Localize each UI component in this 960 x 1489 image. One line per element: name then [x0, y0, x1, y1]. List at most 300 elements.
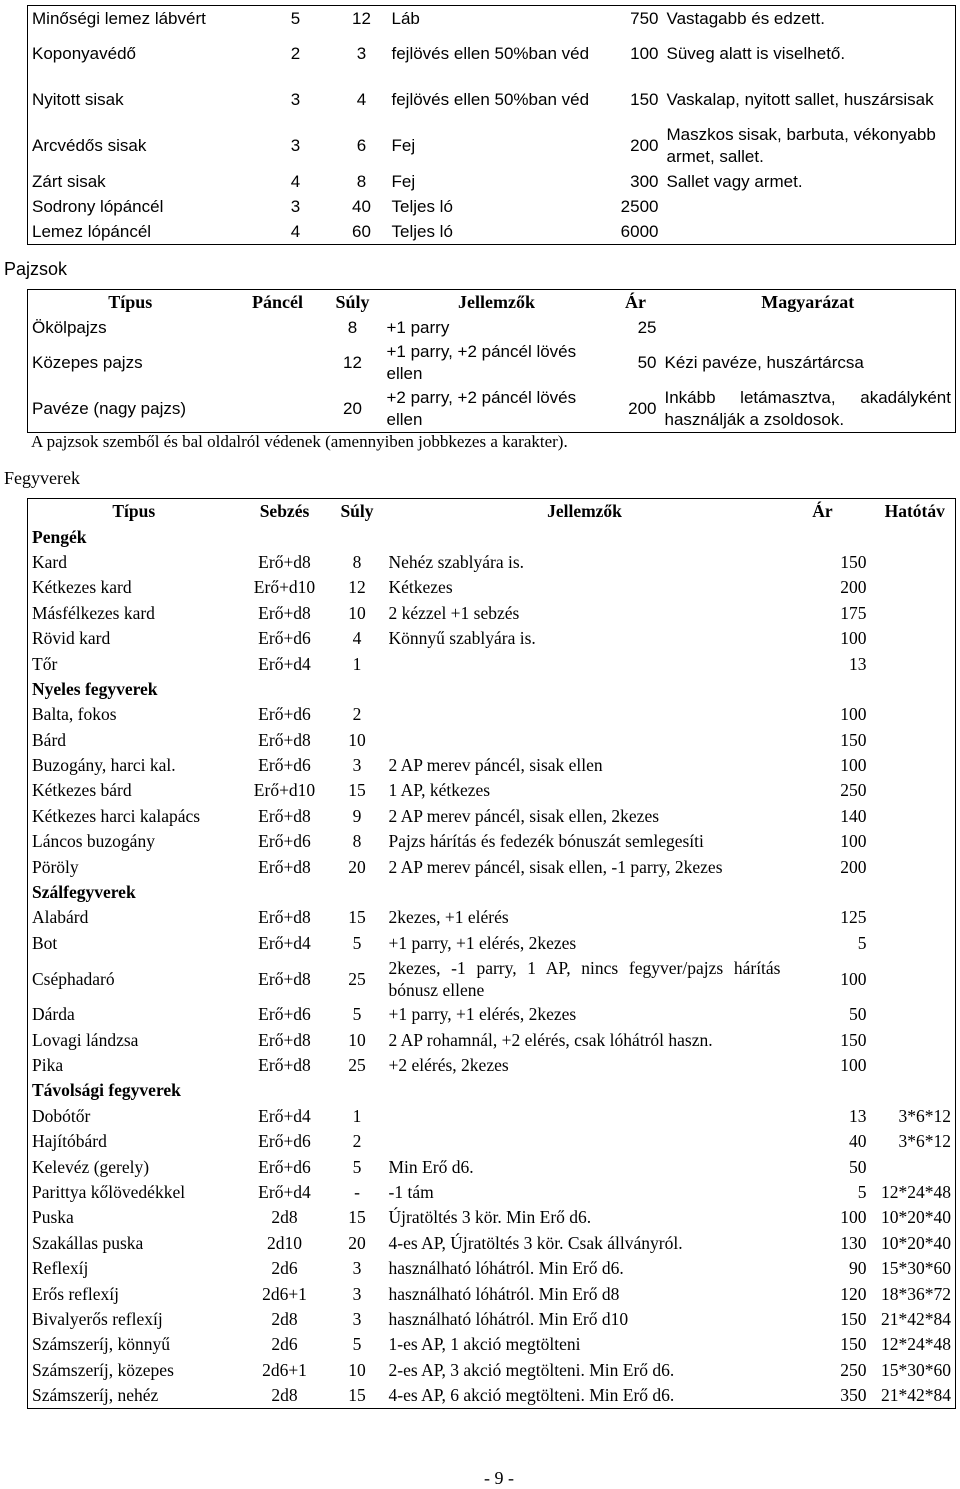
armor-price-cell: 100: [630, 44, 659, 63]
table-row: [28, 1358, 956, 1383]
section-row: [28, 677, 956, 702]
weapon-weight-cell: 10: [348, 1359, 366, 1380]
weapon-price-cell: 150: [840, 1029, 867, 1050]
weapon-range-cell: [875, 550, 956, 575]
weapon-range-cell: [875, 804, 956, 829]
weapon-price-cell: 150: [840, 1308, 867, 1329]
weapon-type-cell: Cséphadaró: [32, 968, 115, 989]
weapon-weight-cell: 8: [352, 831, 362, 852]
weapons-table-body: [28, 524, 956, 1408]
weapon-damage-cell: Erő+d4: [258, 653, 311, 674]
weapon-range-cell: 10*20*40: [881, 1207, 951, 1228]
table-row: [28, 1205, 956, 1230]
shield-armor-cell: [233, 315, 323, 340]
armor-price-cell: 750: [630, 8, 659, 28]
weapon-price-cell: 150: [840, 729, 867, 750]
weapon-props-cell: Nehéz szablyára is.: [388, 551, 525, 572]
weapon-weight-cell: 15: [348, 1385, 366, 1406]
armor-weight-cell: 6: [356, 136, 367, 155]
armor-note-cell: [663, 194, 956, 219]
weapon-range-cell: 21*42*84: [881, 1385, 951, 1406]
weapon-type-cell: Másfélkezes kard: [32, 602, 155, 623]
armor-note-cell: Vastagabb és edzett.: [666, 8, 825, 28]
table-row: [28, 1256, 956, 1281]
weapon-weight-cell: 9: [352, 805, 362, 826]
weapon-type-cell: Számszeríj, közepes: [32, 1359, 174, 1380]
weapon-type-cell: Kelevéz (gerely): [32, 1156, 150, 1177]
weapon-type-cell: Hajítóbárd: [32, 1131, 107, 1152]
weapon-props-cell: 2kezes, -1 parry, 1 AP, nincs fegyver/pajzs hárítás bónusz ellene: [388, 958, 781, 1001]
weapon-range-cell: [875, 1053, 956, 1078]
armor-ac-cell: 3: [290, 136, 301, 155]
weapon-props-cell: 2 AP merev páncél, sisak ellen: [388, 755, 603, 776]
weapon-price-cell: 350: [840, 1385, 867, 1406]
armor-ac-cell: 3: [290, 196, 301, 216]
weapon-damage-cell: Erő+d8: [258, 907, 311, 928]
armor-area-cell: Fej: [391, 171, 416, 191]
weapon-props-cell: [385, 651, 785, 676]
weapon-price-cell: 5: [857, 932, 867, 953]
weapon-range-cell: 3*6*12: [898, 1131, 951, 1152]
weapon-damage-cell: Erő+d8: [258, 968, 311, 989]
table-row: [28, 1332, 956, 1357]
shield-props-cell: +2 parry, +2 páncél lövés ellen: [386, 388, 577, 429]
weapon-range-cell: 12*24*48: [881, 1181, 951, 1202]
weapon-damage-cell: Erő+d6: [258, 755, 311, 776]
table-row: [28, 626, 956, 651]
weapon-type-cell: Kétkezes bárd: [32, 780, 132, 801]
armor-type-cell: Nyitott sisak: [32, 90, 124, 109]
weapon-price-cell: 100: [840, 755, 867, 776]
table-row: [28, 1307, 956, 1332]
table-row: [28, 1027, 956, 1052]
table-row: [28, 1231, 956, 1256]
table-row: [28, 123, 956, 169]
shield-price-cell: 200: [628, 399, 657, 418]
weapon-damage-cell: Erő+d6: [258, 628, 311, 649]
col-header-props: Jellemzők: [458, 292, 535, 312]
armor-type-cell: Zárt sisak: [32, 171, 106, 191]
weapon-price-cell: 13: [849, 1105, 867, 1126]
weapon-props-cell: használható lóhátról. Min Erő d10: [388, 1308, 629, 1329]
table-row: [28, 854, 956, 879]
weapon-damage-cell: 2d8: [271, 1385, 298, 1406]
weapon-price-cell: 100: [840, 628, 867, 649]
weapon-price-cell: 125: [840, 907, 867, 928]
weapon-damage-cell: Erő+d6: [258, 1156, 311, 1177]
weapon-weight-cell: 3: [352, 1283, 362, 1304]
col-header-type: Típus: [112, 501, 156, 522]
weapon-props-cell: 1-es AP, 1 akció megtölteni: [388, 1334, 581, 1355]
weapon-weight-cell: 10: [348, 729, 366, 750]
table-row: [28, 1281, 956, 1306]
table-row: [28, 728, 956, 753]
weapon-price-cell: 100: [840, 704, 867, 725]
armor-weight-cell: 8: [356, 171, 367, 191]
weapon-damage-cell: Erő+d4: [258, 932, 311, 953]
weapon-price-cell: 120: [840, 1283, 867, 1304]
weapon-props-cell: 1 AP, kétkezes: [388, 780, 491, 801]
armor-note-cell: Maszkos sisak, barbuta, vékonyabb armet, sallet.: [666, 125, 936, 166]
table-row: [28, 1180, 956, 1205]
table-row: [28, 219, 956, 245]
section-row: [28, 1078, 956, 1103]
shield-type-cell: Ökölpajzs: [32, 317, 107, 337]
shields-footnote: A pajzsok szemből és bal oldalról védenek (amennyiben jobbkezes a karakter).: [31, 432, 568, 451]
weapon-props-cell: Min Erő d6.: [388, 1156, 474, 1177]
weapon-range-cell: [875, 1154, 956, 1179]
weapon-range-cell: [875, 1002, 956, 1027]
armor-area-cell: fejlövés ellen 50%ban véd: [391, 90, 590, 109]
weapon-weight-cell: 25: [348, 968, 366, 989]
armor-price-cell: 150: [630, 90, 659, 109]
armor-area-cell: Teljes ló: [391, 221, 453, 241]
weapon-weight-cell: 15: [348, 780, 366, 801]
table-row: [28, 1053, 956, 1078]
shield-props-cell: +1 parry: [386, 317, 450, 337]
table-row: [28, 778, 956, 803]
weapon-type-cell: Kard: [32, 551, 67, 572]
armor-ac-cell: 4: [290, 221, 301, 241]
armor-area-cell: Teljes ló: [391, 196, 453, 216]
weapon-damage-cell: Erő+d8: [258, 551, 311, 572]
weapon-weight-cell: 1: [352, 1105, 362, 1126]
armor-weight-cell: 40: [352, 196, 371, 216]
col-header-price: Ár: [812, 501, 833, 522]
armor-type-cell: Minőségi lemez lábvért: [32, 8, 206, 28]
weapon-price-cell: 250: [840, 780, 867, 801]
weapon-range-cell: 10*20*40: [881, 1232, 951, 1253]
weapon-range-cell: [875, 753, 956, 778]
weapon-weight-cell: 3: [352, 1308, 362, 1329]
armor-note-cell: Süveg alatt is viselhető.: [666, 44, 846, 63]
weapon-range-cell: [875, 956, 956, 1002]
weapon-type-cell: Tőr: [32, 653, 58, 674]
weapon-range-cell: [875, 778, 956, 803]
shield-type-cell: Közepes pajzs: [32, 353, 143, 372]
table-row: [28, 386, 956, 433]
weapon-weight-cell: -: [354, 1181, 360, 1202]
weapons-table: [27, 498, 956, 1409]
weapon-weight-cell: 3: [352, 1258, 362, 1279]
weapon-type-cell: Lovagi lándzsa: [32, 1029, 139, 1050]
weapon-props-cell: Újratöltés 3 kör. Min Erő d6.: [388, 1207, 592, 1228]
table-row: [28, 905, 956, 930]
weapon-range-cell: [875, 905, 956, 930]
weapon-type-cell: Balta, fokos: [32, 704, 117, 725]
table-row: [28, 829, 956, 854]
armor-ac-cell: 5: [290, 8, 301, 28]
weapon-type-cell: Pöröly: [32, 856, 79, 877]
armor-area-cell: Láb: [391, 8, 420, 28]
weapon-props-cell: Kétkezes: [388, 577, 453, 598]
weapon-damage-cell: Erő+d6: [258, 1004, 311, 1025]
weapon-weight-cell: 2: [352, 704, 362, 725]
weapon-price-cell: 100: [840, 831, 867, 852]
table-row: [28, 315, 956, 340]
shield-weight-cell: 12: [343, 353, 362, 372]
weapon-props-cell: 2 AP merev páncél, sisak ellen, 2kezes: [388, 805, 660, 826]
weapon-range-cell: [875, 1027, 956, 1052]
weapon-props-cell: használható lóhátról. Min Erő d6.: [388, 1258, 624, 1279]
weapon-props-cell: Pajzs hárítás és fedezék bónuszát semlegesíti: [388, 831, 704, 852]
armor-weight-cell: 4: [356, 90, 367, 109]
weapon-type-cell: Bárd: [32, 729, 67, 750]
weapon-type-cell: Reflexíj: [32, 1258, 89, 1279]
weapon-props-cell: Könnyű szablyára is.: [388, 628, 536, 649]
weapon-type-cell: Erős reflexíj: [32, 1283, 119, 1304]
table-row: [28, 194, 956, 219]
armor-price-cell: 6000: [620, 221, 659, 241]
table-row: [28, 1383, 956, 1409]
weapon-props-cell: 2kezes, +1 elérés: [388, 907, 509, 928]
weapon-type-cell: Buzogány, harci kal.: [32, 755, 176, 776]
table-row: [28, 340, 956, 386]
weapon-range-cell: 12*24*48: [881, 1334, 951, 1355]
weapon-range-cell: [875, 601, 956, 626]
weapon-props-cell: [385, 1129, 785, 1154]
weapon-weight-cell: 1: [352, 653, 362, 674]
table-row: [28, 804, 956, 829]
table-row: [28, 753, 956, 778]
weapon-weight-cell: 15: [348, 1207, 366, 1228]
shield-note-cell: Inkább letámasztva, akadályként használják a zsoldosok.: [664, 388, 951, 429]
weapon-weight-cell: 15: [348, 907, 366, 928]
col-header-range: Hatótáv: [884, 501, 945, 522]
weapon-price-cell: 175: [840, 602, 867, 623]
weapon-price-cell: 40: [849, 1131, 867, 1152]
armor-type-cell: Sodrony lópáncél: [32, 196, 164, 216]
col-header-armor: Páncél: [252, 292, 303, 312]
armor-area-cell: fejlövés ellen 50%ban véd: [391, 44, 590, 63]
weapon-props-cell: [385, 1104, 785, 1129]
shield-armor-cell: [233, 340, 323, 386]
weapon-weight-cell: 3: [352, 755, 362, 776]
col-header-weight: Súly: [340, 501, 374, 522]
weapon-price-cell: 150: [840, 1334, 867, 1355]
weapon-damage-cell: Erő+d6: [258, 704, 311, 725]
weapon-type-cell: Dobótőr: [32, 1105, 91, 1126]
armor-type-cell: Lemez lópáncél: [32, 221, 152, 241]
weapon-range-cell: [875, 651, 956, 676]
table-row: [28, 575, 956, 600]
weapon-damage-cell: Erő+d8: [258, 805, 311, 826]
armor-table-body: [28, 6, 956, 245]
weapon-props-cell: +2 elérés, 2kezes: [388, 1055, 509, 1075]
weapon-price-cell: 250: [840, 1359, 867, 1380]
weapon-section-title: Nyeles fegyverek: [32, 678, 158, 699]
table-row: [28, 601, 956, 626]
table-row: [28, 31, 956, 77]
weapon-range-cell: 3*6*12: [898, 1105, 951, 1126]
weapon-damage-cell: Erő+d8: [258, 1029, 311, 1050]
weapon-weight-cell: 20: [348, 1232, 366, 1253]
weapon-props-cell: 4-es AP, Újratöltés 3 kör. Csak állványról.: [388, 1232, 683, 1253]
shield-note-cell: [661, 315, 956, 340]
weapon-damage-cell: Erő+d8: [258, 856, 311, 877]
col-header-price: Ár: [625, 292, 646, 312]
weapon-type-cell: Alabárd: [32, 907, 89, 928]
weapon-damage-cell: 2d8: [271, 1308, 298, 1329]
weapon-price-cell: 130: [840, 1232, 867, 1253]
weapon-damage-cell: 2d6+1: [262, 1359, 307, 1380]
weapon-price-cell: 140: [840, 805, 867, 826]
weapon-range-cell: [875, 854, 956, 879]
weapon-weight-cell: 5: [352, 932, 362, 953]
weapon-props-cell: [385, 728, 785, 753]
weapon-type-cell: Bot: [32, 932, 58, 953]
armor-ac-cell: 3: [290, 90, 301, 109]
weapon-weight-cell: 2: [352, 1131, 362, 1152]
weapon-damage-cell: Erő+d6: [258, 1131, 311, 1152]
armor-weight-cell: 60: [352, 221, 371, 241]
armor-weight-cell: 12: [352, 8, 371, 28]
col-header-damage: Sebzés: [259, 501, 310, 522]
weapon-damage-cell: 2d6: [271, 1258, 298, 1279]
armor-weight-cell: 3: [356, 44, 367, 63]
weapon-damage-cell: Erő+d8: [258, 729, 311, 750]
weapon-damage-cell: Erő+d8: [258, 602, 311, 623]
col-header-type: Típus: [108, 292, 153, 312]
shields-table-body: [28, 315, 956, 433]
armor-price-cell: 300: [630, 171, 659, 191]
page-number: - 9 -: [484, 1468, 514, 1488]
weapon-type-cell: Láncos buzogány: [32, 831, 155, 852]
weapon-section-title: Szálfegyverek: [32, 882, 136, 903]
weapon-damage-cell: Erő+d8: [258, 1055, 311, 1075]
armor-ac-cell: 4: [290, 171, 301, 191]
weapon-type-cell: Pika: [32, 1055, 64, 1075]
weapon-price-cell: 100: [840, 1055, 867, 1075]
weapon-damage-cell: Erő+d10: [253, 577, 316, 598]
weapon-type-cell: Parittya kőlövedékkel: [32, 1181, 186, 1202]
shields-table: [27, 289, 956, 433]
weapons-header-row: [28, 499, 956, 525]
shield-armor-cell: [233, 386, 323, 433]
weapon-damage-cell: Erő+d10: [253, 780, 316, 801]
table-row: [28, 6, 956, 32]
weapon-damage-cell: 2d10: [267, 1232, 302, 1253]
armor-type-cell: Koponyavédő: [32, 44, 136, 63]
armor-note-cell: Sallet vagy armet.: [666, 171, 803, 191]
weapon-weight-cell: 12: [348, 577, 366, 598]
weapon-weight-cell: 5: [352, 1156, 362, 1177]
weapon-damage-cell: Erő+d6: [258, 831, 311, 852]
weapon-range-cell: [875, 702, 956, 727]
shield-price-cell: 50: [637, 353, 657, 372]
weapon-damage-cell: 2d6: [271, 1334, 298, 1355]
col-header-props: Jellemzők: [547, 501, 622, 522]
shields-header-row: [28, 290, 956, 316]
weapon-damage-cell: 2d8: [271, 1207, 298, 1228]
table-row: [28, 1154, 956, 1179]
armor-price-cell: 200: [630, 136, 659, 155]
weapon-props-cell: használható lóhátról. Min Erő d8: [388, 1283, 620, 1304]
weapon-weight-cell: 20: [348, 856, 366, 877]
armor-note-cell: Vaskalap, nyitott sallet, huszársisak: [666, 90, 934, 109]
weapon-type-cell: Számszeríj, könnyű: [32, 1334, 171, 1355]
weapon-price-cell: 100: [840, 1207, 867, 1228]
weapon-props-cell: -1 tám: [388, 1181, 434, 1202]
armor-price-cell: 2500: [620, 196, 659, 216]
weapon-price-cell: 100: [840, 968, 867, 989]
table-row: [28, 77, 956, 123]
weapon-type-cell: Puska: [32, 1207, 74, 1228]
weapon-type-cell: Szakállas puska: [32, 1232, 144, 1253]
shield-weight-cell: 20: [343, 399, 362, 418]
weapon-weight-cell: 5: [352, 1334, 362, 1355]
table-row: [28, 169, 956, 194]
weapon-section-title: Pengék: [32, 526, 87, 547]
weapon-props-cell: 2-es AP, 3 akció megtölteni. Min Erő d6.: [388, 1359, 675, 1380]
weapon-range-cell: [875, 829, 956, 854]
weapon-props-cell: 2 AP merev páncél, sisak ellen, -1 parry, 2kezes: [388, 856, 723, 877]
weapon-damage-cell: Erő+d4: [258, 1181, 311, 1202]
shield-props-cell: +1 parry, +2 páncél lövés ellen: [386, 342, 577, 383]
weapon-price-cell: 200: [840, 856, 867, 877]
table-row: [28, 651, 956, 676]
weapon-props-cell: +1 parry, +1 elérés, 2kezes: [388, 932, 577, 953]
weapon-price-cell: 13: [849, 653, 867, 674]
weapon-weight-cell: 8: [352, 551, 362, 572]
weapon-damage-cell: 2d6+1: [262, 1283, 307, 1304]
table-row: [28, 550, 956, 575]
weapon-props-cell: +1 parry, +1 elérés, 2kezes: [388, 1004, 577, 1025]
weapon-weight-cell: 10: [348, 1029, 366, 1050]
table-row: [28, 702, 956, 727]
shields-heading: Pajzsok: [4, 259, 68, 279]
shield-weight-cell: 8: [347, 317, 358, 337]
weapon-price-cell: 90: [849, 1258, 867, 1279]
table-row: [28, 1002, 956, 1027]
weapon-range-cell: [875, 728, 956, 753]
weapon-type-cell: Számszeríj, nehéz: [32, 1385, 159, 1406]
weapon-weight-cell: 10: [348, 602, 366, 623]
table-row: [28, 956, 956, 1002]
weapon-weight-cell: 4: [352, 628, 362, 649]
armor-area-cell: Fej: [391, 136, 416, 155]
section-row: [28, 880, 956, 905]
section-row: [28, 524, 956, 549]
armor-type-cell: Arcvédős sisak: [32, 136, 147, 155]
weapon-type-cell: Dárda: [32, 1004, 75, 1025]
weapon-price-cell: 5: [857, 1181, 867, 1202]
weapons-heading: Fegyverek: [4, 468, 80, 488]
weapon-price-cell: 150: [840, 551, 867, 572]
weapon-range-cell: [875, 575, 956, 600]
weapon-range-cell: 18*36*72: [881, 1283, 951, 1304]
table-row: [28, 931, 956, 956]
col-header-weight: Súly: [335, 292, 370, 312]
shield-price-cell: 25: [637, 317, 657, 337]
armor-table: [27, 5, 956, 245]
weapon-type-cell: Kétkezes harci kalapács: [32, 805, 201, 826]
weapon-range-cell: 15*30*60: [881, 1359, 951, 1380]
weapon-weight-cell: 25: [348, 1055, 366, 1075]
weapon-range-cell: 21*42*84: [881, 1308, 951, 1329]
weapon-type-cell: Rövid kard: [32, 628, 111, 649]
weapon-range-cell: [875, 931, 956, 956]
col-header-note: Magyarázat: [761, 292, 855, 312]
weapon-section-title: Távolsági fegyverek: [32, 1080, 181, 1101]
armor-note-cell: [663, 219, 956, 245]
weapon-range-cell: 15*30*60: [881, 1258, 951, 1279]
weapon-type-cell: Bivalyerős reflexíj: [32, 1308, 163, 1329]
weapon-props-cell: 2 AP rohamnál, +2 elérés, csak lóhátról haszn.: [388, 1029, 713, 1050]
armor-ac-cell: 2: [290, 44, 301, 63]
weapon-damage-cell: Erő+d4: [258, 1105, 311, 1126]
weapon-props-cell: 4-es AP, 6 akció megtölteni. Min Erő d6.: [388, 1385, 675, 1406]
